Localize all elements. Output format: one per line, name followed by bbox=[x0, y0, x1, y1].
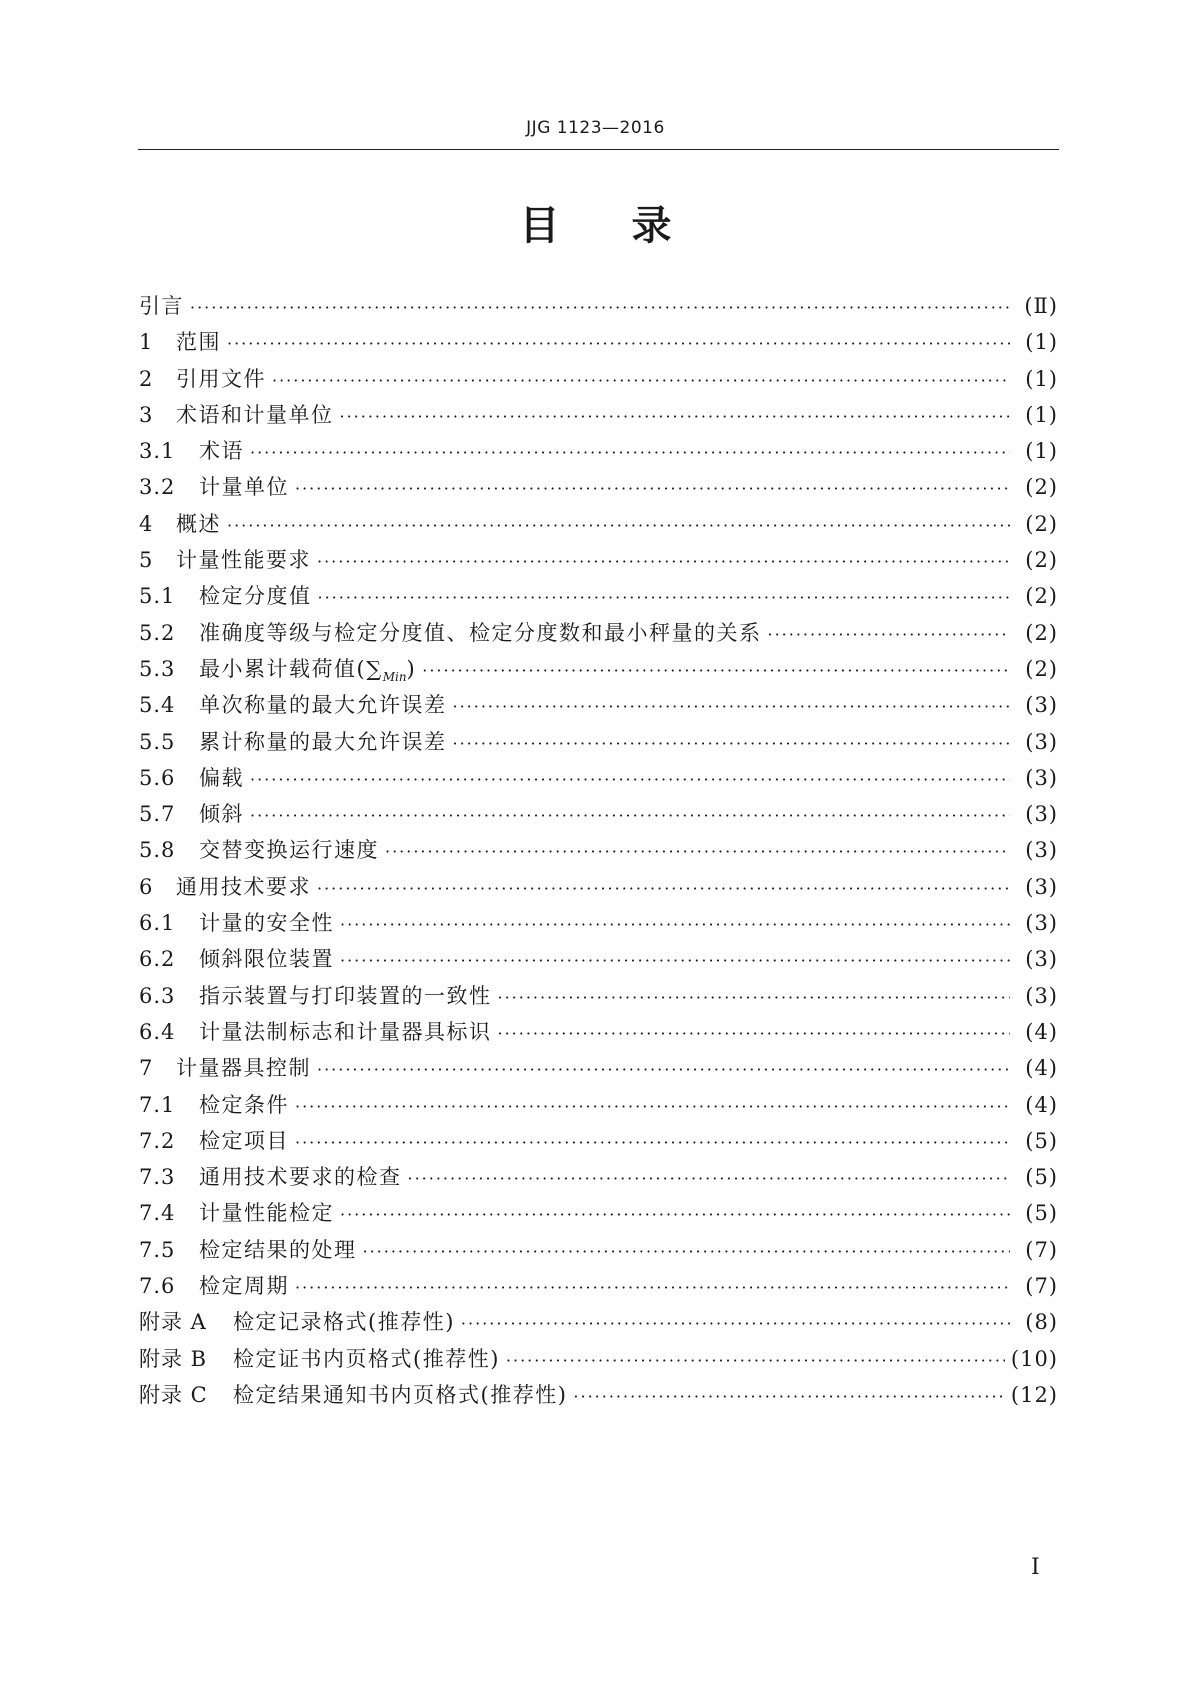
toc-entry-label-text: 计量性能要求 bbox=[176, 548, 311, 573]
toc-dot-leader bbox=[295, 1125, 1010, 1161]
toc-entry-label-text: 检定结果的处理 bbox=[199, 1237, 357, 1262]
toc-entry-label-text: 范围 bbox=[176, 330, 221, 355]
toc-entry[interactable] bbox=[139, 905, 1058, 941]
toc-entry-label-text: 检定分度值 bbox=[199, 584, 312, 609]
toc-entry-label-text: 累计称量的最大允许误差 bbox=[199, 729, 447, 754]
title-char-1: 目 bbox=[519, 203, 560, 249]
toc-dot-leader bbox=[227, 326, 1010, 362]
toc-entry-page: (8) bbox=[1025, 1310, 1058, 1335]
toc-entry-label-text: 指示装置与打印装置的一致性 bbox=[199, 983, 492, 1008]
toc-entry[interactable] bbox=[139, 760, 1058, 796]
toc-dot-leader bbox=[295, 1089, 1010, 1125]
toc-entry[interactable] bbox=[139, 1232, 1058, 1268]
toc-entry-page: (1) bbox=[1025, 402, 1058, 427]
toc-entry[interactable] bbox=[139, 1268, 1058, 1304]
toc-entry-number: 6.2 bbox=[139, 947, 176, 972]
toc-entry-page: (7) bbox=[1025, 1237, 1058, 1262]
toc-entry[interactable] bbox=[139, 469, 1058, 505]
toc-entry-page: (1) bbox=[1025, 330, 1058, 355]
toc-entry-page: (3) bbox=[1025, 874, 1058, 899]
toc-entry-number: 4 bbox=[139, 511, 154, 536]
toc-entry-label-text: 概述 bbox=[176, 511, 221, 536]
toc-entry[interactable] bbox=[139, 542, 1058, 578]
toc-entry-label-text: 检定周期 bbox=[199, 1274, 289, 1299]
toc-entry-page: (5) bbox=[1025, 1165, 1058, 1190]
toc-entry-number: 5 bbox=[139, 548, 154, 573]
toc-entry-number: 5.1 bbox=[139, 584, 176, 609]
toc-entry-page: (12) bbox=[1010, 1382, 1058, 1407]
toc-dot-leader bbox=[453, 726, 1011, 762]
toc-entry-page: (3) bbox=[1025, 693, 1058, 718]
toc-dot-leader bbox=[408, 1161, 1011, 1197]
toc-entry-label bbox=[199, 978, 492, 1014]
toc-entry-label bbox=[233, 1304, 455, 1340]
toc-entry-number: 7.6 bbox=[139, 1274, 176, 1299]
toc-entry[interactable] bbox=[139, 1087, 1058, 1123]
toc-entry-number: 5.4 bbox=[139, 693, 176, 718]
toc-entry-page: (3) bbox=[1025, 729, 1058, 754]
title-char-2: 录 bbox=[631, 203, 672, 249]
toc-entry-label-text: 通用技术要求的检查 bbox=[199, 1165, 402, 1190]
toc-entry[interactable] bbox=[139, 687, 1058, 723]
toc-entry-number: 5.6 bbox=[139, 765, 176, 790]
toc-entry-label-text: 计量的安全性 bbox=[199, 911, 334, 936]
toc-entry-label bbox=[199, 905, 334, 941]
toc-entry-page: (Ⅱ) bbox=[1024, 294, 1058, 318]
toc-entry-page: (4) bbox=[1025, 1092, 1058, 1117]
toc-entry-label bbox=[199, 469, 289, 505]
toc-entry-label-text: 检定证书内页格式(推荐性) bbox=[233, 1346, 500, 1371]
toc-entry-label-text: 通用技术要求 bbox=[176, 874, 311, 899]
toc-dot-leader bbox=[498, 980, 1011, 1016]
toc-entry-page: (10) bbox=[1010, 1346, 1058, 1371]
toc-entry-label-text: 倾斜限位装置 bbox=[199, 947, 334, 972]
toc-entry-page: (3) bbox=[1025, 802, 1058, 827]
toc-entry-label bbox=[199, 578, 312, 614]
toc-entry-label-text: 引用文件 bbox=[176, 366, 266, 391]
toc-entry[interactable] bbox=[139, 615, 1058, 651]
toc-entry-label bbox=[199, 832, 379, 868]
toc-entry-label bbox=[199, 1268, 289, 1304]
toc-entry-number: 6 bbox=[139, 874, 154, 899]
toc-entry-label-text: 检定项目 bbox=[199, 1128, 289, 1153]
toc-entry-number: 5.3 bbox=[139, 656, 176, 681]
toc-entry-label bbox=[199, 1014, 492, 1050]
toc-entry[interactable] bbox=[139, 1195, 1058, 1231]
toc-entry-page: (1) bbox=[1025, 366, 1058, 391]
toc-entry-number: 5.7 bbox=[139, 802, 176, 827]
toc-entry-label-text: 计量性能检定 bbox=[199, 1201, 334, 1226]
toc-entry-number: 6.1 bbox=[139, 911, 176, 936]
toc-entry[interactable] bbox=[139, 324, 1058, 360]
toc-entry-label-text: 检定条件 bbox=[199, 1092, 289, 1117]
toc-entry-number: 6.3 bbox=[139, 983, 176, 1008]
toc-entry-page: (2) bbox=[1025, 548, 1058, 573]
toc-dot-leader bbox=[340, 907, 1010, 943]
toc-entry[interactable] bbox=[139, 397, 1058, 433]
toc-entry-label bbox=[199, 687, 447, 723]
toc-entry-page: (3) bbox=[1025, 911, 1058, 936]
toc-dot-leader bbox=[317, 544, 1010, 580]
toc-entry-page: (7) bbox=[1025, 1274, 1058, 1299]
toc-entry-label bbox=[176, 869, 311, 905]
toc-entry[interactable] bbox=[139, 651, 1058, 687]
toc-dot-leader bbox=[295, 1270, 1010, 1306]
page-number: I bbox=[1031, 1555, 1040, 1580]
toc-entry[interactable] bbox=[139, 1377, 1058, 1413]
toc-entry-label-text: 检定记录格式(推荐性) bbox=[233, 1310, 455, 1335]
toc-dot-leader bbox=[340, 943, 1010, 979]
toc-dot-leader bbox=[461, 1306, 1010, 1342]
toc-entry-page: (2) bbox=[1025, 584, 1058, 609]
toc-entry[interactable] bbox=[139, 978, 1058, 1014]
toc-entry-number: 3.2 bbox=[139, 475, 176, 500]
toc-entry-label-text: 交替变换运行速度 bbox=[199, 838, 379, 863]
toc-entry-label-text: 准确度等级与检定分度值、检定分度数和最小秤量的关系 bbox=[199, 620, 762, 645]
toc-entry-page: (3) bbox=[1025, 838, 1058, 863]
toc-entry-label-text: 术语和计量单位 bbox=[176, 402, 334, 427]
toc-entry-number: 7.5 bbox=[139, 1237, 176, 1262]
toc-entry[interactable] bbox=[139, 288, 1058, 324]
toc-entry-number: 7.2 bbox=[139, 1128, 176, 1153]
toc-entry-label bbox=[139, 288, 184, 324]
toc-entry-number: 1 bbox=[139, 330, 154, 355]
toc-entry-label bbox=[176, 361, 266, 397]
toc-entry[interactable] bbox=[139, 506, 1058, 542]
toc-entry-label bbox=[199, 1232, 357, 1268]
toc-dot-leader bbox=[422, 653, 1010, 689]
toc-entry-number: 5.2 bbox=[139, 620, 176, 645]
toc-entry-label bbox=[176, 1050, 311, 1086]
toc-entry-number: 附录 C bbox=[139, 1382, 208, 1407]
toc-entry[interactable] bbox=[139, 796, 1058, 832]
toc-dot-leader bbox=[317, 871, 1010, 907]
toc-entry[interactable] bbox=[139, 1159, 1058, 1195]
toc-entry-label-text: 计量器具控制 bbox=[176, 1056, 311, 1081]
toc-entry-number: 5.8 bbox=[139, 838, 176, 863]
toc-dot-leader bbox=[190, 290, 1010, 326]
toc-entry-page: (4) bbox=[1025, 1056, 1058, 1081]
toc-entry-number: 7.3 bbox=[139, 1165, 176, 1190]
toc-entry-label bbox=[199, 433, 244, 469]
toc-entry-label bbox=[199, 1195, 334, 1231]
toc-entry-page: (3) bbox=[1025, 947, 1058, 972]
toc-dot-leader bbox=[573, 1379, 1005, 1415]
toc-entry[interactable] bbox=[139, 1341, 1058, 1377]
toc-entry[interactable] bbox=[139, 832, 1058, 868]
toc-dot-leader bbox=[250, 435, 1010, 471]
toc-entry[interactable] bbox=[139, 869, 1058, 905]
table-of-contents bbox=[139, 288, 1058, 1413]
toc-dot-leader bbox=[498, 1016, 1011, 1052]
toc-entry-label bbox=[199, 1087, 289, 1123]
toc-entry-number: 3.1 bbox=[139, 439, 176, 464]
toc-entry[interactable] bbox=[139, 433, 1058, 469]
toc-dot-leader bbox=[250, 762, 1010, 798]
toc-entry-number: 2 bbox=[139, 366, 154, 391]
toc-entry-label bbox=[199, 796, 244, 832]
toc-entry-number: 7.1 bbox=[139, 1092, 176, 1117]
toc-entry-label bbox=[176, 506, 221, 542]
toc-entry-label-text: 计量单位 bbox=[199, 475, 289, 500]
toc-dot-leader bbox=[318, 580, 1011, 616]
toc-entry-page: (1) bbox=[1025, 439, 1058, 464]
toc-dot-leader bbox=[340, 1197, 1010, 1233]
header-divider bbox=[138, 149, 1059, 150]
toc-entry[interactable] bbox=[139, 1014, 1058, 1050]
toc-dot-leader bbox=[363, 1234, 1011, 1270]
toc-entry[interactable] bbox=[139, 724, 1058, 760]
toc-entry-number: 附录 A bbox=[139, 1310, 207, 1335]
toc-dot-leader bbox=[453, 689, 1011, 725]
toc-entry-number: 附录 B bbox=[139, 1346, 208, 1371]
toc-entry-page: (2) bbox=[1025, 620, 1058, 645]
toc-entry-label bbox=[233, 1377, 567, 1413]
toc-dot-leader bbox=[768, 617, 1011, 653]
toc-entry-label bbox=[176, 397, 334, 433]
toc-entry-label-text: 偏载 bbox=[199, 765, 244, 790]
toc-entry-label bbox=[199, 724, 447, 760]
toc-entry-label-text: 倾斜 bbox=[199, 802, 244, 827]
toc-entry-page: (5) bbox=[1025, 1128, 1058, 1153]
toc-entry-label-text: 术语 bbox=[199, 439, 244, 464]
toc-entry-page: (2) bbox=[1025, 511, 1058, 536]
toc-entry-label-text: 单次称量的最大允许误差 bbox=[199, 693, 447, 718]
toc-dot-leader bbox=[340, 399, 1011, 435]
toc-entry-label bbox=[199, 941, 334, 977]
toc-dot-leader bbox=[317, 1052, 1010, 1088]
toc-entry[interactable] bbox=[139, 361, 1058, 397]
toc-entry[interactable] bbox=[139, 578, 1058, 614]
toc-entry-label-subscript: Min bbox=[382, 669, 407, 684]
toc-entry-label-text: 引言 bbox=[139, 294, 184, 318]
toc-entry-number: 5.5 bbox=[139, 729, 176, 754]
toc-entry-label bbox=[199, 760, 244, 796]
toc-dot-leader bbox=[227, 508, 1010, 544]
toc-dot-leader bbox=[250, 798, 1010, 834]
toc-entry-page: (5) bbox=[1025, 1201, 1058, 1226]
toc-entry-label-text: 计量法制标志和计量器具标识 bbox=[199, 1019, 492, 1044]
toc-entry[interactable] bbox=[139, 941, 1058, 977]
toc-dot-leader bbox=[506, 1343, 1005, 1379]
toc-dot-leader bbox=[272, 363, 1010, 399]
toc-entry-page: (4) bbox=[1025, 1019, 1058, 1044]
toc-entry-page: (2) bbox=[1025, 656, 1058, 681]
toc-entry-page: (3) bbox=[1025, 983, 1058, 1008]
document-code: JJG 1123—2016 bbox=[526, 118, 665, 138]
toc-entry-label-text: 检定结果通知书内页格式(推荐性) bbox=[233, 1382, 568, 1407]
toc-entry-label bbox=[176, 542, 311, 578]
toc-entry-label bbox=[176, 324, 221, 360]
toc-entry-number: 3 bbox=[139, 402, 154, 427]
toc-entry-label bbox=[199, 1123, 289, 1159]
toc-entry-number: 6.4 bbox=[139, 1019, 176, 1044]
toc-entry-number: 7.4 bbox=[139, 1201, 176, 1226]
toc-entry[interactable] bbox=[139, 1050, 1058, 1086]
toc-entry-label-text: 最小累计载荷值(∑ bbox=[199, 656, 383, 681]
toc-entry-label bbox=[233, 1341, 500, 1377]
toc-entry-label-tail: ) bbox=[406, 656, 417, 681]
toc-entry[interactable] bbox=[139, 1123, 1058, 1159]
toc-entry-page: (2) bbox=[1025, 475, 1058, 500]
page-title bbox=[0, 202, 1191, 250]
toc-entry-number: 7 bbox=[139, 1056, 154, 1081]
toc-entry-page: (3) bbox=[1025, 765, 1058, 790]
toc-entry[interactable] bbox=[139, 1304, 1058, 1340]
toc-dot-leader bbox=[295, 471, 1010, 507]
toc-entry-label bbox=[199, 1159, 402, 1195]
toc-dot-leader bbox=[385, 834, 1010, 870]
toc-entry-label bbox=[199, 615, 762, 651]
